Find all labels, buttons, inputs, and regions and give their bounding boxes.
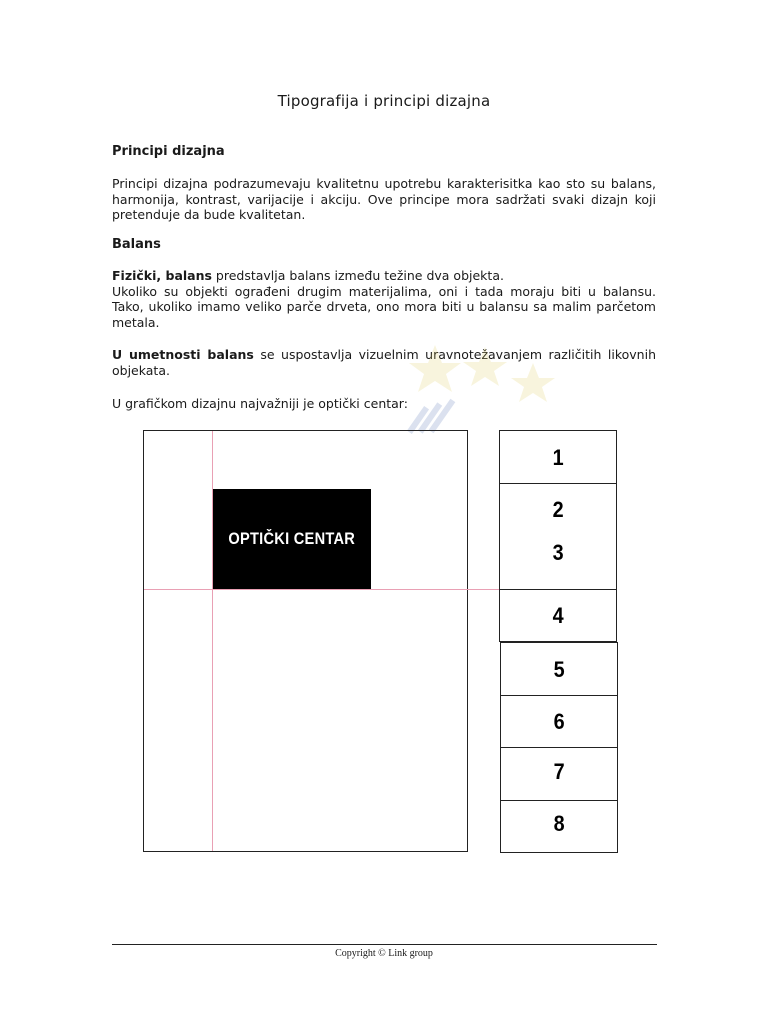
number-label: 7 (553, 759, 565, 784)
paragraph-umetnost (112, 347, 656, 378)
heading-principi-dizajna: Principi dizajna (112, 144, 225, 159)
number-label: 2 (552, 497, 564, 522)
heading-balans: Balans (112, 237, 161, 252)
number-cell-1 (499, 430, 617, 485)
number-cell-6 (500, 695, 618, 749)
number-label: 3 (552, 539, 564, 565)
paragraph-fizicki (112, 268, 656, 330)
number-label: 6 (553, 709, 565, 734)
watermark-stars-logo (395, 345, 565, 435)
optical-center-box (213, 489, 371, 589)
number-cell-3 (499, 536, 617, 590)
footer-copyright: Copyright © Link group (335, 948, 433, 959)
number-cell-4 (499, 589, 617, 642)
paragraph-line: objekata. (112, 362, 170, 378)
number-cell-2 (499, 483, 617, 537)
paragraph-line: harmonija, kontrast, varijacije i akciju. Ove principe mora sadržati svaki dizajn koji (112, 191, 656, 207)
number-cell-7 (500, 747, 618, 801)
paragraph-line (112, 268, 656, 284)
document-title: Tipografija i principi dizajna (277, 92, 491, 110)
paragraph-line: pretenduje da bude kvalitetan. (112, 207, 306, 222)
paragraph-line: Tako, ukoliko imamo veliko parče drveta, ono mora biti u balansu sa malim parčetom (112, 299, 656, 314)
number-label: 8 (553, 810, 565, 836)
footer-rule (112, 944, 657, 945)
inline-text: se uspostavlja vizuelnim uravnotežavanjem različitih likovnih (253, 347, 656, 362)
number-cell-8 (500, 800, 618, 853)
bold-lead: U umetnosti balans (112, 347, 254, 362)
paragraph-line: Principi dizajna podrazumevaju kvalitetnu upotrebu karakterisitka kao sto su balans, (112, 176, 656, 191)
paragraph-opticki-intro: U grafičkom dizajnu najvažniji je optički centar: (112, 396, 408, 411)
number-label: 5 (553, 656, 565, 682)
paragraph-line: Ukoliko su objekti ograđeni drugim materijalima, oni i tada moraju biti u balansu. (112, 283, 656, 299)
paragraph-line: metala. (112, 314, 160, 330)
inline-text: predstavlja balans između težine dva objekta. (211, 268, 504, 283)
bold-lead: Fizički, balans (112, 268, 212, 283)
number-label: 1 (552, 444, 564, 470)
number-cell-5 (500, 642, 618, 697)
number-label: 4 (552, 602, 564, 628)
paragraph-line (112, 347, 656, 363)
paragraph-principi (112, 176, 656, 223)
optical-center-label: OPTIČKI CENTAR (228, 529, 356, 548)
